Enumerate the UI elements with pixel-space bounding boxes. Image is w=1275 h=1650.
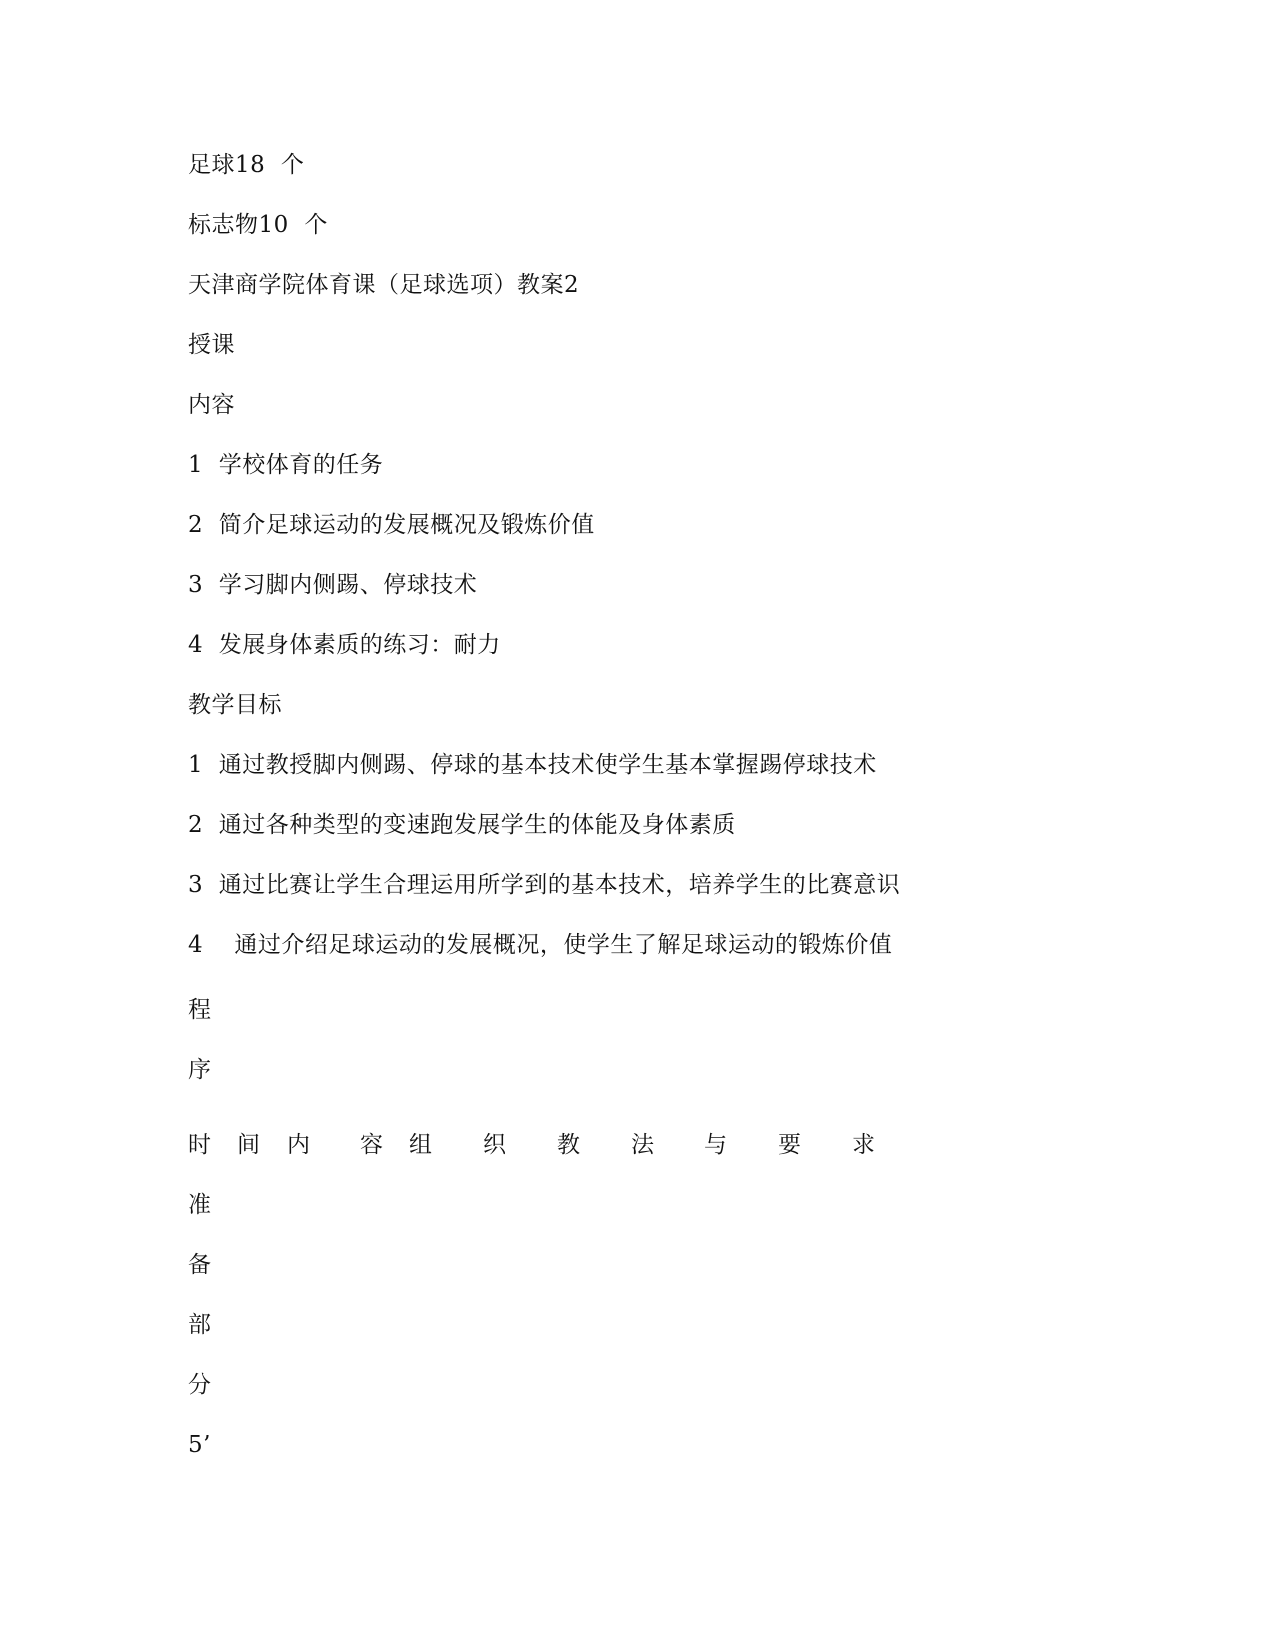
- section-char: 部: [188, 1312, 212, 1338]
- objectives-label: 教学目标: [188, 692, 282, 718]
- header-char: 法: [631, 1132, 654, 1158]
- header-char: 要: [778, 1132, 801, 1158]
- header-char: 时: [188, 1132, 211, 1158]
- header-char: 容: [360, 1132, 383, 1158]
- section-time: 5’: [188, 1432, 211, 1458]
- content-label-line1: 授课: [188, 332, 235, 358]
- header-char: 间: [237, 1132, 260, 1158]
- content-item: 4 发展身体素质的练习：耐力: [188, 632, 501, 658]
- content-label-line2: 内容: [188, 392, 235, 418]
- header-char: 内: [287, 1132, 310, 1158]
- content-item: 1 学校体育的任务: [188, 452, 384, 478]
- procedure-label-line2: 序: [188, 1057, 212, 1083]
- objective-item: 4 通过介绍足球运动的发展概况，使学生了解足球运动的锻炼价值: [188, 932, 893, 958]
- materials-markers: 标志物10 个: [188, 212, 328, 238]
- section-char: 备: [188, 1252, 212, 1278]
- procedure-label-line1: 程: [188, 997, 212, 1023]
- header-char: 织: [483, 1132, 506, 1158]
- content-item: 2 简介足球运动的发展概况及锻炼价值: [188, 512, 595, 538]
- header-char: 求: [852, 1132, 875, 1158]
- document-title: 天津商学院体育课（足球选项）教案2: [188, 272, 580, 298]
- header-char: 与: [704, 1132, 727, 1158]
- objective-item: 2 通过各种类型的变速跑发展学生的体能及身体素质: [188, 812, 736, 838]
- materials-balls: 足球18 个: [188, 152, 305, 178]
- content-item: 3 学习脚内侧踢、停球技术: [188, 572, 478, 598]
- section-char: 准: [188, 1192, 212, 1218]
- header-char: 组: [409, 1132, 432, 1158]
- objective-item: 3 通过比赛让学生合理运用所学到的基本技术，培养学生的比赛意识: [188, 872, 901, 898]
- objective-item: 1 通过教授脚内侧踢、停球的基本技术使学生基本掌握踢停球技术: [188, 752, 877, 778]
- header-char: 教: [557, 1132, 580, 1158]
- section-char: 分: [188, 1372, 212, 1398]
- table-header-row: [188, 1130, 908, 1160]
